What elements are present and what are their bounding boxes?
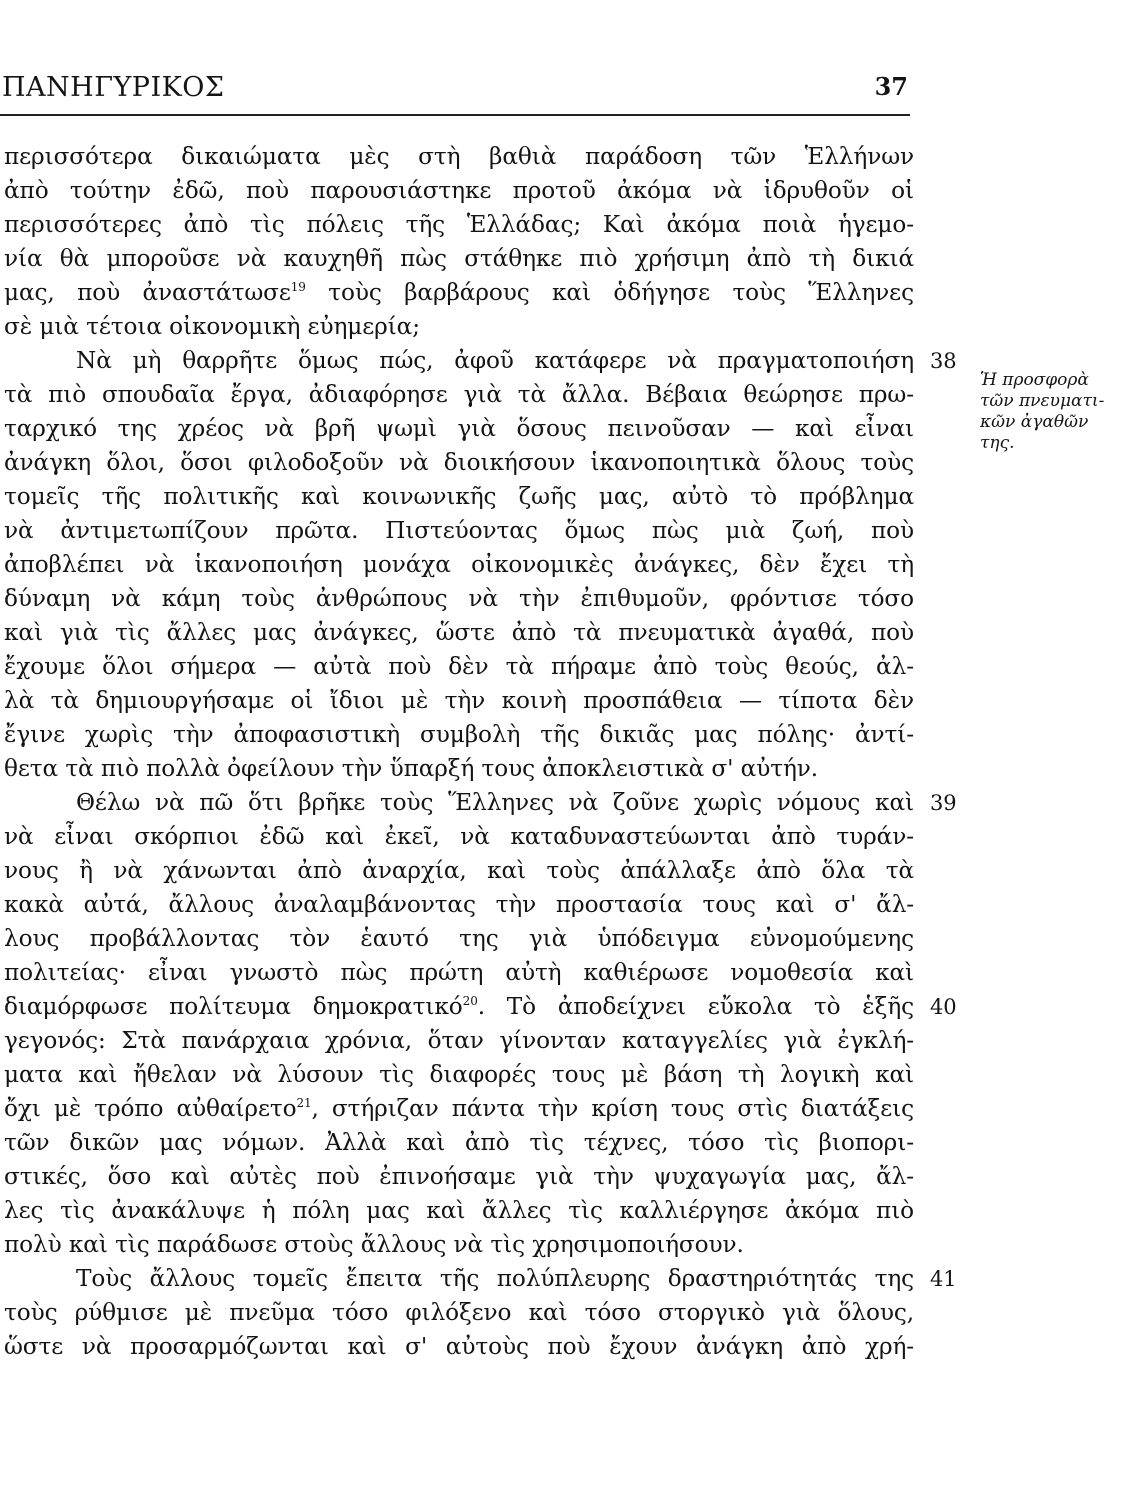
text-line bbox=[4, 276, 924, 310]
line-content bbox=[4, 514, 914, 548]
line-text: λὰ τὰ δημιουργήσαμε οἱ ἴδιοι μὲ τὴν κοινὴ προσπάθεια — τίποτα δὲν bbox=[4, 687, 914, 714]
line-text: περισσότερες ἀπὸ τὶς πόλεις τῆς Ἑλλάδας; Καὶ ἀκόμα ποιὰ ἡγεμο- bbox=[4, 211, 914, 238]
line-text: ματα καὶ ἤθελαν νὰ λύσουν τὶς διαφορές τους μὲ βάση τὴ λογικὴ καὶ bbox=[4, 1061, 915, 1088]
line-content bbox=[4, 1228, 744, 1262]
line-content bbox=[4, 412, 914, 446]
text-line bbox=[4, 752, 924, 786]
line-content bbox=[4, 684, 914, 718]
footnote-marker: 20 bbox=[462, 994, 478, 1008]
line-text: λες τὶς ἀνακάλυψε ἡ πόλη μας καὶ ἄλλες τὶς καλλιέργησε ἀκόμα πιὸ bbox=[4, 1197, 915, 1224]
body-text bbox=[4, 140, 957, 1364]
line-text: ἔγινε χωρὶς τὴν ἀποφασιστικὴ συμβολὴ τῆς δικιᾶς μας πόλης· ἀντί- bbox=[4, 721, 914, 748]
line-text: κακὰ αὐτά, ἄλλους ἀναλαμβάνοντας τὴν προστασία τους καὶ σ' ἄλ- bbox=[4, 891, 915, 918]
line-content bbox=[4, 1024, 914, 1058]
section-number: 41 bbox=[930, 1267, 957, 1291]
line-text: νους ἢ νὰ χάνωνται ἀπὸ ἀναρχία, καὶ τοὺς ἀπάλλαξε ἀπὸ ὅλα τὰ bbox=[4, 857, 915, 884]
line-text: διαμόρφωσε πολίτευμα δημοκρατικό bbox=[4, 993, 463, 1020]
line-content bbox=[4, 990, 914, 1024]
text-line bbox=[4, 888, 924, 922]
section-number: 40 bbox=[930, 995, 957, 1019]
sidenote-line: της. bbox=[980, 433, 1015, 453]
line-text: θετα τὰ πιὸ πολλὰ ὀφείλουν τὴν ὕπαρξή τους ἀποκλειστικὰ σ' αὐτήν. bbox=[4, 755, 819, 782]
line-text: λους προβάλλοντας τὸν ἑαυτό της γιὰ ὑπόδειγμα εὐνομούμενης bbox=[4, 925, 914, 952]
footnote-marker: 21 bbox=[296, 1096, 312, 1110]
text-line bbox=[4, 412, 924, 446]
text-line bbox=[4, 922, 924, 956]
running-header bbox=[0, 72, 908, 112]
text-line bbox=[4, 1296, 924, 1330]
line-text: περισσότερα δικαιώματα μὲς στὴ βαθιὰ παράδοση τῶν Ἑλλήνων bbox=[4, 143, 914, 170]
line-content bbox=[4, 616, 914, 650]
line-text: ἀνάγκη ὅλοι, ὅσοι φιλοδοξοῦν νὰ διοικήσουν ἱκανοποιητικὰ ὅλους τοὺς bbox=[4, 449, 915, 476]
text-line bbox=[4, 1058, 924, 1092]
line-text: ὥστε νὰ προσαρμόζωνται καὶ σ' αὐτοὺς ποὺ ἔχουν ἀνάγκη ἀπὸ χρή- bbox=[4, 1333, 914, 1360]
line-content bbox=[4, 140, 914, 174]
text-line bbox=[4, 854, 924, 888]
sidenote-line: τῶν πνευματι- bbox=[980, 391, 1105, 411]
line-content bbox=[4, 956, 914, 990]
line-content bbox=[4, 1058, 914, 1092]
line-content bbox=[4, 1092, 914, 1126]
text-line bbox=[4, 820, 924, 854]
text-line bbox=[4, 242, 924, 276]
line-text: δύναμη νὰ κάμη τοὺς ἀνθρώπους νὰ τὴν ἐπιθυμοῦν, φρόντισε τόσο bbox=[4, 585, 915, 612]
line-text: Νὰ μὴ θαρρῆτε ὅμως πώς, ἀφοῦ κατάφερε νὰ πραγματοποιήση bbox=[76, 347, 915, 374]
line-content bbox=[4, 820, 914, 854]
line-content bbox=[4, 242, 914, 276]
text-line bbox=[4, 650, 924, 684]
line-content bbox=[4, 1296, 914, 1330]
line-content bbox=[4, 582, 914, 616]
line-content bbox=[4, 1160, 914, 1194]
line-text: Τοὺς ἄλλους τομεῖς ἔπειτα τῆς πολύπλευρης δραστηριότητάς της bbox=[76, 1265, 915, 1292]
text-line bbox=[4, 514, 924, 548]
text-line bbox=[4, 140, 924, 174]
line-content bbox=[4, 378, 914, 412]
line-text: ἔχουμε ὅλοι σήμερα — αὐτὰ ποὺ δὲν τὰ πήραμε ἀπὸ τοὺς θεούς, ἀλ- bbox=[4, 653, 914, 680]
section-number: 38 bbox=[930, 349, 957, 373]
text-line bbox=[4, 1262, 957, 1296]
text-line bbox=[4, 956, 924, 990]
line-content bbox=[76, 344, 914, 378]
line-text-continued: τοὺς βαρβάρους καὶ ὁδήγησε τοὺς Ἕλληνες bbox=[305, 279, 914, 306]
line-text: ὄχι μὲ τρόπο αὐθαίρετο bbox=[4, 1095, 297, 1122]
line-text: τῶν δικῶν μας νόμων. Ἀλλὰ καὶ ἀπὸ τὶς τέχνες, τόσο τὶς βιοπορι- bbox=[4, 1129, 914, 1156]
line-content bbox=[4, 208, 914, 242]
line-text: σὲ μιὰ τέτοια οἰκονομικὴ εὐημερία; bbox=[4, 313, 420, 340]
text-line bbox=[4, 1024, 924, 1058]
line-content bbox=[4, 1194, 914, 1228]
line-text: τοὺς ρύθμισε μὲ πνεῦμα τόσο φιλόξενο καὶ τόσο στοργικὸ γιὰ ὅλους, bbox=[4, 1299, 914, 1326]
margin-sidenote bbox=[980, 370, 1122, 454]
text-line bbox=[4, 174, 924, 208]
line-text: στικές, ὅσο καὶ αὐτὲς ποὺ ἐπινοήσαμε γιὰ τὴν ψυχαγωγία μας, ἄλ- bbox=[4, 1163, 914, 1190]
line-content bbox=[76, 786, 914, 820]
text-line bbox=[4, 616, 924, 650]
line-content bbox=[4, 854, 914, 888]
text-line bbox=[4, 378, 924, 412]
line-text: ταρχικό της χρέος νὰ βρῆ ψωμὶ γιὰ ὅσους πεινοῦσαν — καὶ εἶναι bbox=[4, 415, 915, 442]
sidenote-line: Ἡ προσφορὰ bbox=[980, 370, 1089, 390]
line-content bbox=[76, 1262, 914, 1296]
text-line bbox=[4, 1330, 924, 1364]
text-line bbox=[4, 344, 957, 378]
line-content bbox=[4, 276, 914, 310]
header-rule bbox=[0, 114, 910, 116]
text-line bbox=[4, 310, 924, 344]
line-text: τομεῖς τῆς πολιτικῆς καὶ κοινωνικῆς ζωῆς μας, αὐτὸ τὸ πρόβλημα bbox=[4, 483, 915, 510]
line-content bbox=[4, 888, 914, 922]
text-line bbox=[4, 1228, 924, 1262]
line-text-continued: , στήριζαν πάντα τὴν κρίση τους στὶς διατάξεις bbox=[311, 1095, 914, 1122]
text-line bbox=[4, 1194, 924, 1228]
line-text: νία θὰ μποροῦσε νὰ καυχηθῆ πὼς στάθηκε πιὸ χρήσιμη ἀπὸ τὴ δικιά bbox=[4, 245, 915, 272]
line-content bbox=[4, 650, 914, 684]
text-line bbox=[4, 786, 957, 820]
text-line bbox=[4, 1126, 924, 1160]
text-line bbox=[4, 582, 924, 616]
text-line bbox=[4, 548, 924, 582]
line-text: νὰ ἀντιμετωπίζουν πρῶτα. Πιστεύοντας ὅμως πὼς μιὰ ζωή, ποὺ bbox=[4, 517, 915, 544]
text-line bbox=[4, 208, 924, 242]
line-content bbox=[4, 1330, 914, 1364]
line-text: πολὺ καὶ τὶς παράδωσε στοὺς ἄλλους νὰ τὶς χρησιμοποιήσουν. bbox=[4, 1231, 744, 1258]
line-text: πολιτείας· εἶναι γνωστὸ πὼς πρώτη αὐτὴ καθιέρωσε νομοθεσία καὶ bbox=[4, 959, 915, 986]
text-line bbox=[4, 718, 924, 752]
footnote-marker: 19 bbox=[290, 280, 306, 294]
text-line bbox=[4, 1160, 924, 1194]
running-head-title: ΠΑΝΗΓΥΡΙΚΟΣ bbox=[2, 72, 225, 103]
line-content bbox=[4, 548, 914, 582]
text-line bbox=[4, 684, 924, 718]
line-content bbox=[4, 1126, 914, 1160]
sidenote-line: κῶν ἀγαθῶν bbox=[980, 412, 1089, 432]
line-text: ἀποβλέπει νὰ ἱκανοποιήση μονάχα οἰκονομικὲς ἀνάγκες, δὲν ἔχει τὴ bbox=[4, 551, 915, 578]
text-line bbox=[4, 990, 957, 1024]
line-content bbox=[4, 174, 914, 208]
text-line bbox=[4, 480, 924, 514]
line-text: ἀπὸ τούτην ἐδῶ, ποὺ παρουσιάστηκε προτοῦ ἀκόμα νὰ ἱδρυθοῦν οἱ bbox=[4, 177, 914, 204]
line-text: νὰ εἶναι σκόρπιοι ἐδῶ καὶ ἐκεῖ, νὰ καταδυναστεύωνται ἀπὸ τυράν- bbox=[4, 823, 914, 850]
page-number: 37 bbox=[874, 72, 908, 101]
text-line bbox=[4, 1092, 924, 1126]
line-text: γεγονός: Στὰ πανάρχαια χρόνια, ὅταν γίνονταν καταγγελίες γιὰ ἐγκλή- bbox=[4, 1027, 914, 1054]
line-text: καὶ γιὰ τὶς ἄλλες μας ἀνάγκες, ὥστε ἀπὸ τὰ πνευματικὰ ἀγαθά, ποὺ bbox=[4, 619, 914, 646]
line-content bbox=[4, 480, 914, 514]
line-text: μας, ποὺ ἀναστάτωσε bbox=[4, 279, 291, 306]
line-content bbox=[4, 752, 818, 786]
line-text-continued: . Τὸ ἀποδείχνει εὔκολα τὸ ἑξῆς bbox=[477, 993, 915, 1020]
line-text: Θέλω νὰ πῶ ὅτι βρῆκε τοὺς Ἕλληνες νὰ ζοῦνε χωρὶς νόμους καὶ bbox=[76, 789, 914, 816]
line-content bbox=[4, 446, 914, 480]
section-number: 39 bbox=[930, 791, 957, 815]
line-content bbox=[4, 718, 914, 752]
text-line bbox=[4, 446, 924, 480]
line-content bbox=[4, 310, 420, 344]
line-text: τὰ πιὸ σπουδαῖα ἔργα, ἀδιαφόρησε γιὰ τὰ ἄλλα. Βέβαια θεώρησε πρω- bbox=[4, 381, 914, 408]
line-content bbox=[4, 922, 914, 956]
